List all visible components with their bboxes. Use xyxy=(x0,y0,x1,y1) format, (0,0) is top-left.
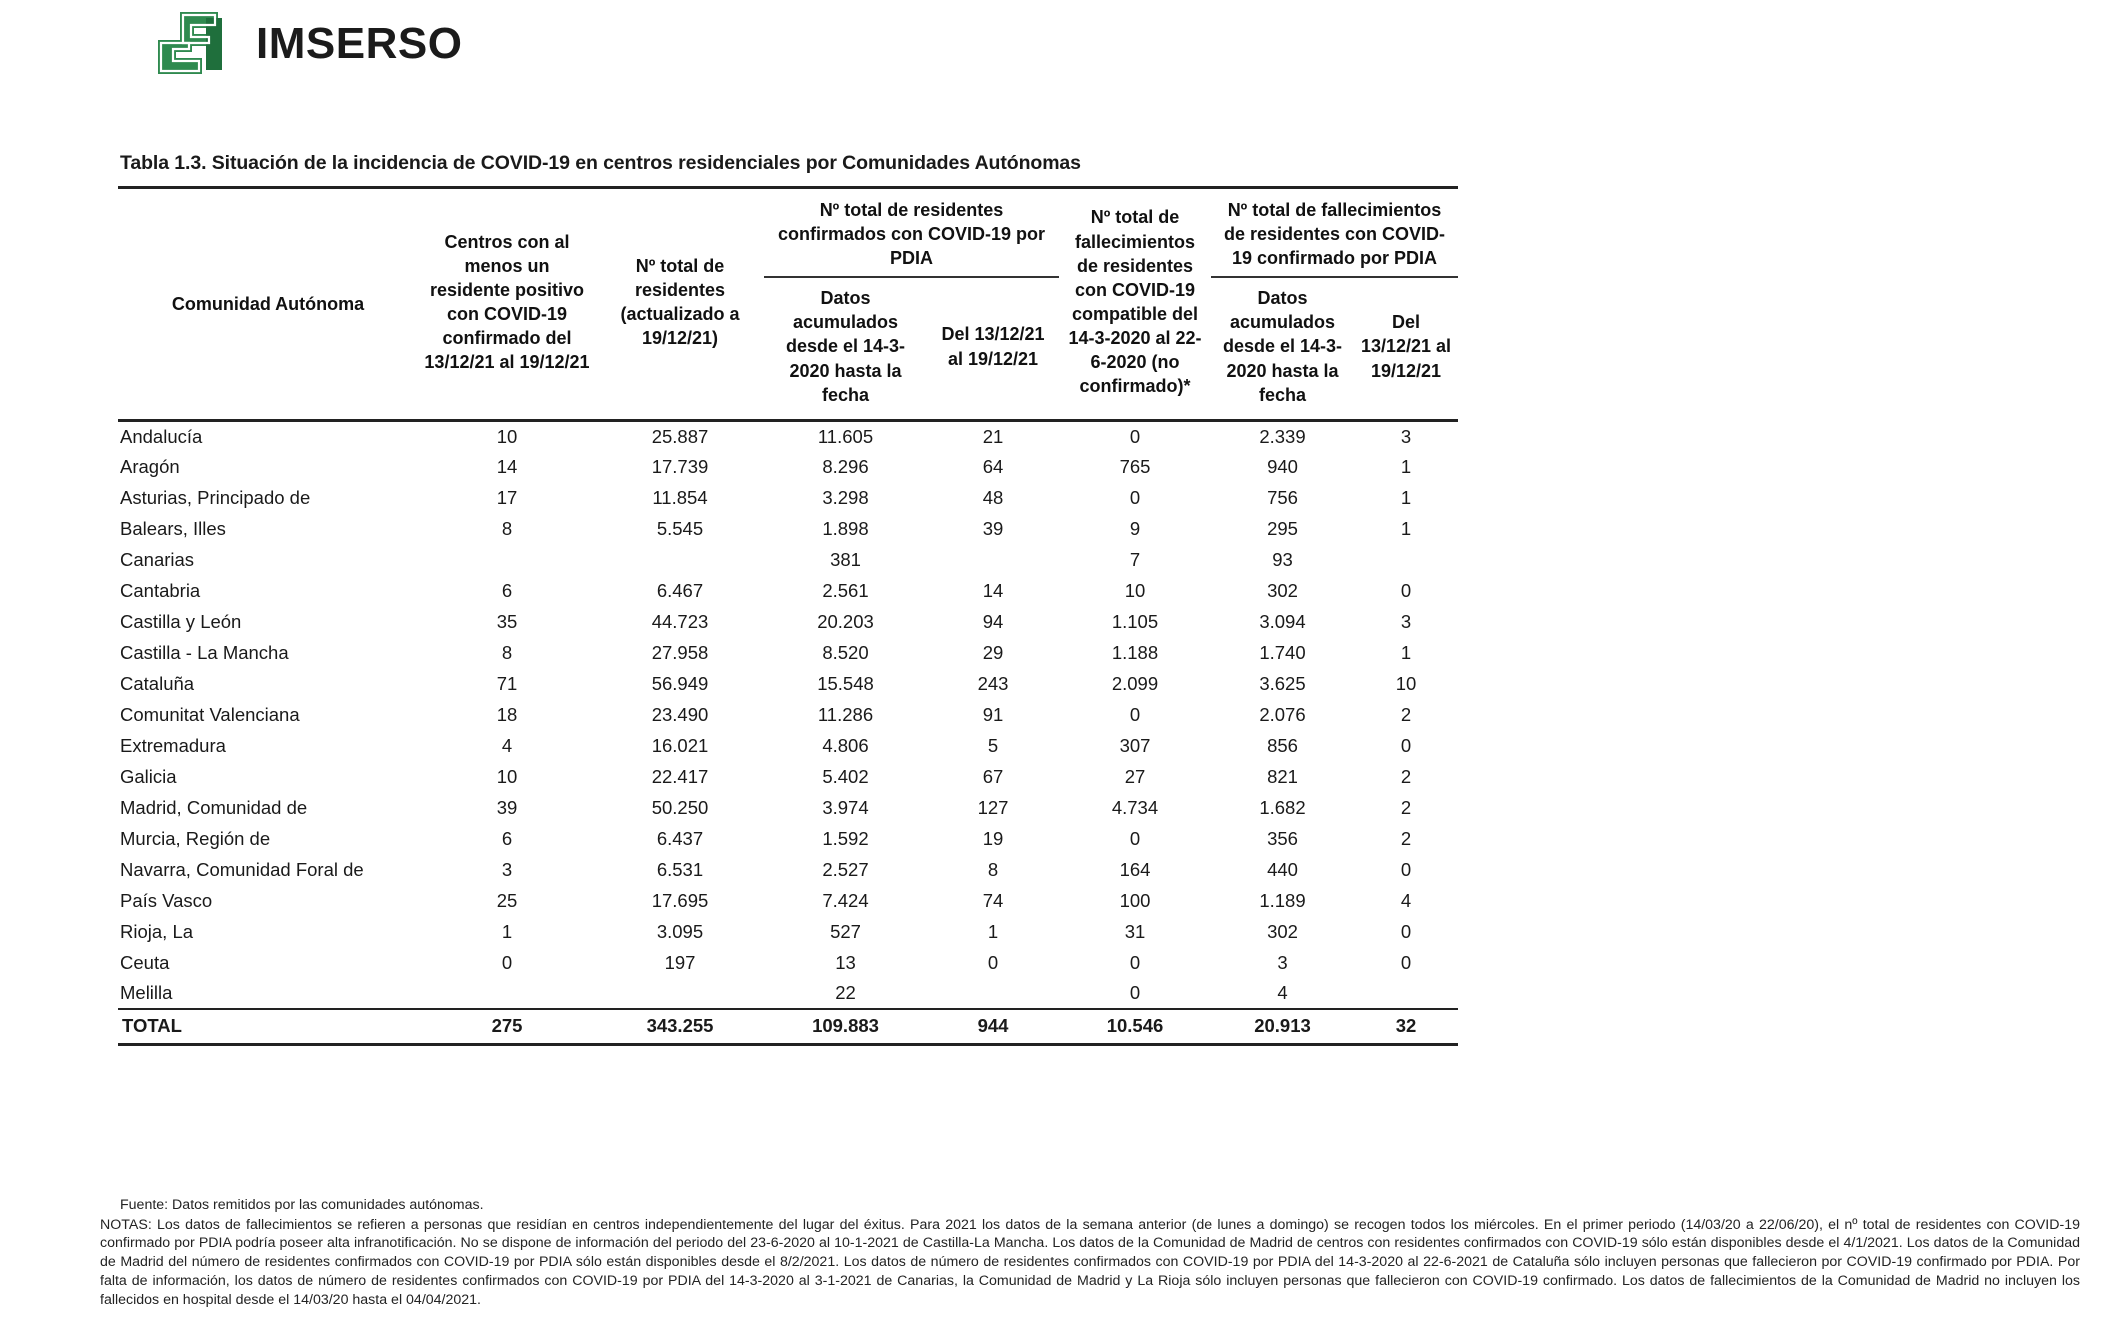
cell-residentes: 6.437 xyxy=(656,827,704,849)
cell-no-confirmado: 9 xyxy=(1129,517,1141,539)
cell-centros: 71 xyxy=(496,672,518,694)
col-header-residentes: Nº total de residentes (actualizado a 19/12/21) xyxy=(620,255,740,348)
table-row xyxy=(118,420,1458,451)
cell-residentes: 22.417 xyxy=(651,765,709,787)
col-header-region: Comunidad Autónoma xyxy=(171,293,365,314)
cell-region: Cataluña xyxy=(120,672,195,694)
cell-residentes: 17.695 xyxy=(651,889,709,911)
brand-name: IMSERSO xyxy=(256,19,463,68)
cell-pdia-semanal: 243 xyxy=(977,672,1009,694)
cell-fallecimientos-semanal: 1 xyxy=(1400,641,1412,663)
cell-residentes: 3.095 xyxy=(656,920,704,942)
cell-pdia-acumulados: 381 xyxy=(830,548,861,570)
cell-pdia-semanal: 5 xyxy=(987,734,999,756)
brand-logo xyxy=(150,8,462,80)
table-row xyxy=(118,451,1458,482)
table-row xyxy=(118,978,1458,1009)
cell-centros: 1 xyxy=(501,920,513,942)
cell-residentes: 6.467 xyxy=(656,579,704,601)
cell-pdia-semanal: 91 xyxy=(982,703,1004,725)
cell-fallecimientos-acumulados: 4 xyxy=(1277,982,1288,1004)
cell-region: Balears, Illes xyxy=(120,517,226,539)
cell-region: Rioja, La xyxy=(120,920,194,942)
table-body xyxy=(118,420,1458,1009)
header-group-row xyxy=(118,189,1458,277)
cell-residentes xyxy=(596,544,764,575)
table-row xyxy=(118,916,1458,947)
cell-no-confirmado: 765 xyxy=(1119,455,1151,477)
cell-pdia-semanal: 74 xyxy=(982,889,1004,911)
cell-region: País Vasco xyxy=(120,889,213,911)
col-header-centros: Centros con al menos un residente positivo con COVID-19 confirmado del 13/12/21 al 19/12/21 xyxy=(424,231,590,373)
cell-region: Comunitat Valenciana xyxy=(120,703,300,725)
total-row xyxy=(118,1009,1458,1045)
cell-pdia-acumulados: 3.974 xyxy=(822,796,869,818)
cell-no-confirmado: 0 xyxy=(1129,486,1141,508)
cell-region: Navarra, Comunidad Foral de xyxy=(120,858,364,880)
cell-region: Asturias, Principado de xyxy=(120,486,311,508)
total-pdia-semanal: 944 xyxy=(927,1009,1059,1045)
cell-centros: 18 xyxy=(496,703,518,725)
cell-centros: 0 xyxy=(501,951,513,973)
cell-residentes: 23.490 xyxy=(651,703,709,725)
table-footer xyxy=(118,1009,1458,1045)
cell-fallecimientos-semanal: 10 xyxy=(1395,672,1417,694)
cell-pdia-semanal: 127 xyxy=(977,796,1009,818)
cell-no-confirmado: 10 xyxy=(1124,579,1146,601)
cell-no-confirmado: 7 xyxy=(1129,548,1141,570)
table-notes xyxy=(100,1196,2080,1309)
total-pdia-acumulados: 109.883 xyxy=(764,1009,927,1045)
cell-residentes: 16.021 xyxy=(651,734,709,756)
cell-fallecimientos-acumulados: 940 xyxy=(1267,455,1298,477)
cell-region: Andalucía xyxy=(120,425,203,447)
cell-centros: 6 xyxy=(501,579,513,601)
cell-fallecimientos-semanal: 2 xyxy=(1400,765,1412,787)
cell-fallecimientos-semanal: 2 xyxy=(1400,703,1412,725)
cell-centros: 14 xyxy=(496,455,518,477)
cell-fallecimientos-semanal: 3 xyxy=(1400,610,1412,632)
table-row xyxy=(118,699,1458,730)
table-row xyxy=(118,761,1458,792)
cell-centros: 17 xyxy=(496,486,518,508)
incidence-table-container xyxy=(118,186,1458,1046)
cell-region: Melilla xyxy=(120,982,173,1004)
cell-pdia-acumulados: 5.402 xyxy=(822,765,869,787)
cell-no-confirmado: 0 xyxy=(1129,951,1141,973)
cell-fallecimientos-acumulados: 3.094 xyxy=(1259,610,1306,632)
cell-pdia-semanal xyxy=(927,544,1059,575)
cell-centros: 3 xyxy=(501,858,513,880)
note-fuente: Fuente: Datos remitidos por las comunidades autónomas. xyxy=(120,1197,484,1213)
total-residentes: 343.255 xyxy=(596,1009,764,1045)
cell-residentes: 6.531 xyxy=(656,858,704,880)
cell-no-confirmado: 164 xyxy=(1119,858,1151,880)
cell-no-confirmado: 4.734 xyxy=(1111,796,1159,818)
cell-fallecimientos-semanal: 2 xyxy=(1400,827,1412,849)
incidence-table xyxy=(118,186,1458,1046)
cell-fallecimientos-acumulados: 295 xyxy=(1267,517,1298,539)
cell-centros: 10 xyxy=(496,425,518,447)
cell-residentes: 27.958 xyxy=(651,641,709,663)
cell-no-confirmado: 27 xyxy=(1124,765,1146,787)
col-header-fallecimientos-acumulados: Datos acumulados desde el 14-3-2020 hasta la fecha xyxy=(1222,288,1343,405)
cell-fallecimientos-acumulados: 1.682 xyxy=(1259,796,1306,818)
cell-residentes: 44.723 xyxy=(651,610,709,632)
cell-pdia-acumulados: 13 xyxy=(835,951,856,973)
cell-no-confirmado: 0 xyxy=(1129,703,1141,725)
cell-pdia-acumulados: 3.298 xyxy=(822,486,869,508)
col-header-no-confirmado: Nº total de fallecimientos de residentes con COVID-19 compatible del 14-3-2020 al 22-6-2020 (no confirmado)* xyxy=(1068,207,1202,397)
cell-residentes: 5.545 xyxy=(656,517,704,539)
cell-centros xyxy=(418,544,596,575)
cell-fallecimientos-acumulados: 356 xyxy=(1267,827,1298,849)
cell-centros: 6 xyxy=(501,827,513,849)
col-header-pdia-semanal: Del 13/12/21 al 19/12/21 xyxy=(941,324,1045,369)
total-no-confirmado: 10.546 xyxy=(1059,1009,1211,1045)
cell-pdia-acumulados: 527 xyxy=(830,920,861,942)
cell-fallecimientos-semanal: 1 xyxy=(1400,517,1412,539)
table-row xyxy=(118,637,1458,668)
cell-fallecimientos-acumulados: 756 xyxy=(1267,486,1298,508)
total-label: TOTAL xyxy=(118,1009,418,1045)
col-header-fallecimientos-semanal: Del 13/12/21 al 19/12/21 xyxy=(1360,312,1452,381)
table-row xyxy=(118,730,1458,761)
cell-region: Cantabria xyxy=(120,579,201,601)
cell-fallecimientos-acumulados: 821 xyxy=(1267,765,1298,787)
table-row xyxy=(118,544,1458,575)
cell-pdia-acumulados: 8.296 xyxy=(822,455,869,477)
cell-pdia-semanal: 1 xyxy=(987,920,999,942)
page-title: Tabla 1.3. Situación de la incidencia de COVID-19 en centros residenciales por Comunidades Autónomas xyxy=(120,152,1081,174)
table-row xyxy=(118,792,1458,823)
cell-region: Murcia, Región de xyxy=(120,827,271,849)
cell-fallecimientos-semanal: 0 xyxy=(1400,858,1412,880)
note-notas: NOTAS: Los datos de fallecimientos se refieren a personas que residían en centros independientemente del lugar del éxitus. Para 2021 los datos de la semana anterior (de lunes a domingo) se recogen todos los miércoles. En el primer periodo (14/03/20 a 22/06/20), el nº total de residentes con COVID-19 confirmado por PDIA podría poseer alta infranotificación. No se dispone de información del periodo del 23-6-2020 al 10-1-2021 de Castilla-La Mancha. Los datos de la Comunidad de Madrid de centros con residentes confirmados con COVID-19 sólo están disponibles desde el 4/1/2021. Los datos de la Comunidad de Madrid del número de residentes confirmados con COVID-19 por PDIA sólo están disponibles desde el 8/2/2021. Los datos de número de residentes confirmados con COVID-19 por PDIA del 14-3-2020 al 22-6-2021 de Cataluña sólo incluyen personas que fallecieron por COVID-19 confirmado por PDIA. Por falta de información, los datos de número de residentes confirmados con COVID-19 por PDIA del 14-3-2020 al 3-1-2021 de Canarias, la Comunidad de Madrid y La Rioja sólo incluyen personas que fallecieron con COVID-19 confirmado. Los datos de fallecimientos de la Comunidad de Madrid no incluyen los fallecidos en hospital desde el 14/03/20 hasta el 04/04/2021. xyxy=(100,1216,2080,1308)
cell-fallecimientos-acumulados: 2.339 xyxy=(1259,425,1306,447)
cell-fallecimientos-semanal: 0 xyxy=(1400,951,1412,973)
cell-pdia-acumulados: 7.424 xyxy=(822,889,869,911)
cell-fallecimientos-semanal: 0 xyxy=(1400,920,1412,942)
col-header-pdia-acumulados: Datos acumulados desde el 14-3-2020 hasta la fecha xyxy=(785,288,906,405)
cell-pdia-semanal: 14 xyxy=(982,579,1004,601)
cell-pdia-semanal: 0 xyxy=(987,951,999,973)
cell-pdia-semanal: 29 xyxy=(982,641,1004,663)
cell-residentes xyxy=(596,978,764,1009)
cell-no-confirmado: 0 xyxy=(1129,982,1141,1004)
cell-pdia-acumulados: 11.286 xyxy=(817,703,874,725)
cell-pdia-semanal: 21 xyxy=(982,425,1004,447)
cell-fallecimientos-semanal: 4 xyxy=(1400,889,1412,911)
cell-pdia-semanal: 67 xyxy=(982,765,1004,787)
cell-fallecimientos-acumulados: 440 xyxy=(1267,858,1298,880)
cell-centros: 4 xyxy=(501,734,513,756)
cell-no-confirmado: 31 xyxy=(1124,920,1146,942)
cell-pdia-acumulados: 2.527 xyxy=(822,858,869,880)
total-centros: 275 xyxy=(418,1009,596,1045)
cell-residentes: 197 xyxy=(664,951,696,973)
cell-fallecimientos-semanal: 1 xyxy=(1400,455,1412,477)
cell-pdia-acumulados: 11.605 xyxy=(817,425,874,447)
cell-fallecimientos-acumulados: 856 xyxy=(1267,734,1298,756)
cell-centros: 39 xyxy=(496,796,518,818)
col-header-group-pdia: Nº total de residentes confirmados con COVID-19 por PDIA xyxy=(764,189,1059,277)
table-row xyxy=(118,482,1458,513)
cell-pdia-semanal: 64 xyxy=(982,455,1004,477)
cell-fallecimientos-acumulados: 93 xyxy=(1272,548,1293,570)
cell-fallecimientos-acumulados: 2.076 xyxy=(1259,703,1306,725)
table-row xyxy=(118,606,1458,637)
cell-pdia-acumulados: 22 xyxy=(835,982,856,1004)
cell-centros xyxy=(418,978,596,1009)
cell-centros: 35 xyxy=(496,610,518,632)
cell-fallecimientos-semanal: 0 xyxy=(1400,734,1412,756)
total-fallecimientos-acumulados: 20.913 xyxy=(1211,1009,1354,1045)
cell-pdia-semanal: 94 xyxy=(982,610,1004,632)
cell-centros: 8 xyxy=(501,517,513,539)
cell-pdia-acumulados: 8.520 xyxy=(822,641,869,663)
cell-region: Ceuta xyxy=(120,951,170,973)
cell-pdia-acumulados: 15.548 xyxy=(817,672,874,694)
table-row xyxy=(118,823,1458,854)
cell-residentes: 50.250 xyxy=(651,796,709,818)
cell-fallecimientos-acumulados: 1.740 xyxy=(1259,641,1306,663)
cell-region: Extremadura xyxy=(120,734,226,756)
cell-pdia-acumulados: 2.561 xyxy=(822,579,869,601)
cell-fallecimientos-acumulados: 3 xyxy=(1277,951,1288,973)
cell-fallecimientos-semanal: 1 xyxy=(1400,486,1412,508)
table-row xyxy=(118,575,1458,606)
cell-pdia-semanal xyxy=(927,978,1059,1009)
cell-fallecimientos-semanal: 3 xyxy=(1400,425,1412,447)
cell-no-confirmado: 100 xyxy=(1119,889,1151,911)
cell-pdia-semanal: 39 xyxy=(982,517,1004,539)
cell-fallecimientos-semanal: 2 xyxy=(1400,796,1412,818)
cell-residentes: 11.854 xyxy=(652,486,708,508)
cell-pdia-acumulados: 4.806 xyxy=(822,734,869,756)
cell-pdia-semanal: 48 xyxy=(982,486,1004,508)
cell-no-confirmado: 1.105 xyxy=(1111,610,1159,632)
cell-region: Madrid, Comunidad de xyxy=(120,796,308,818)
cell-pdia-acumulados: 1.898 xyxy=(822,517,869,539)
cell-region: Castilla y León xyxy=(120,610,242,632)
cell-pdia-semanal: 8 xyxy=(987,858,999,880)
cell-residentes: 56.949 xyxy=(651,672,709,694)
cell-no-confirmado: 307 xyxy=(1119,734,1151,756)
cell-fallecimientos-acumulados: 1.189 xyxy=(1259,889,1306,911)
cell-residentes: 17.739 xyxy=(651,455,709,477)
cell-pdia-acumulados: 20.203 xyxy=(817,610,874,632)
cell-no-confirmado: 0 xyxy=(1129,425,1141,447)
table-header xyxy=(118,188,1458,421)
cell-fallecimientos-acumulados: 302 xyxy=(1267,920,1298,942)
table-row xyxy=(118,947,1458,978)
cell-centros: 8 xyxy=(501,641,513,663)
cell-fallecimientos-semanal xyxy=(1354,978,1458,1009)
cell-residentes: 25.887 xyxy=(651,425,709,447)
cell-no-confirmado: 2.099 xyxy=(1111,672,1159,694)
cell-fallecimientos-acumulados: 3.625 xyxy=(1259,672,1306,694)
col-header-group-fallecimientos: Nº total de fallecimientos de residentes con COVID-19 confirmado por PDIA xyxy=(1211,189,1458,277)
table-row xyxy=(118,885,1458,916)
table-row xyxy=(118,513,1458,544)
cell-no-confirmado: 0 xyxy=(1129,827,1141,849)
cell-centros: 10 xyxy=(496,765,518,787)
cell-fallecimientos-semanal: 0 xyxy=(1400,579,1412,601)
cell-no-confirmado: 1.188 xyxy=(1111,641,1159,663)
total-fallecimientos-semanal: 32 xyxy=(1354,1009,1458,1045)
imserso-logo-icon xyxy=(150,8,242,80)
table-row xyxy=(118,854,1458,885)
cell-fallecimientos-acumulados: 302 xyxy=(1267,579,1298,601)
cell-region: Canarias xyxy=(120,548,195,570)
cell-fallecimientos-semanal xyxy=(1354,544,1458,575)
cell-pdia-semanal: 19 xyxy=(982,827,1004,849)
cell-centros: 25 xyxy=(496,889,518,911)
cell-region: Castilla - La Mancha xyxy=(120,641,289,663)
cell-region: Aragón xyxy=(120,455,180,477)
cell-pdia-acumulados: 1.592 xyxy=(822,827,869,849)
table-row xyxy=(118,668,1458,699)
cell-region: Galicia xyxy=(120,765,177,787)
